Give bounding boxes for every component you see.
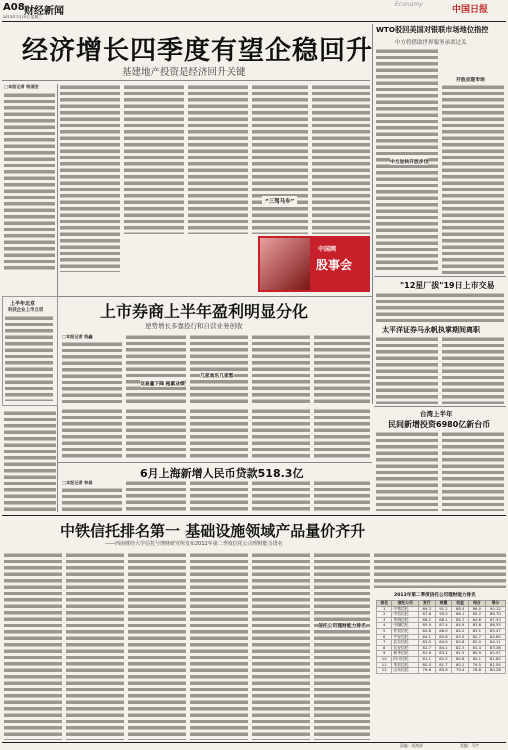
table-cell: 83.38 [485,645,505,651]
table-cell: 84.6 [469,617,486,623]
table-cell: 80.9 [469,651,486,657]
table-cell: 2 [377,612,392,618]
table-caption: 2012年第二季度信托公司理财能力排名 [394,593,476,598]
column-divider-left [57,84,58,324]
right-mid-headline: "12星厂拔"19日上市交易 [400,281,495,290]
table-cell: 82.8 [452,640,469,646]
table-cell: 86.2 [418,617,435,623]
securities-lower-2 [126,408,186,458]
briefs-body [5,315,53,401]
bottom-column-7 [374,552,506,588]
table-cell: 华润信托 [392,617,419,623]
table-cell: 88.4 [452,606,469,612]
securities-column-2 [126,334,186,404]
loans-column-2 [126,480,186,511]
date-line: 2013年7月10日 星期三 [3,15,42,19]
loans-column-5 [314,480,370,511]
briefs-title: 上半年北京 [10,301,36,307]
footer-editor: 责编：张海涛 [400,743,423,748]
table-cell: 平安信托 [392,634,419,640]
table-cell: 外贸信托 [392,628,419,634]
table-cell: 84.8 [418,628,435,634]
securities-subheadline: 逆势增长多靠投行和自营业务创收 [145,322,243,330]
table-cell: 中铁信托 [392,606,419,612]
table-header-cell: 得分 [485,601,505,607]
right-mid-body-2b [442,336,504,404]
bottom-column-4 [190,552,248,740]
bottom-column-5 [252,552,310,740]
ad-label: 中国网 [318,246,337,253]
table-cell: 83.2 [435,651,452,657]
loans-headline: 6月上海新增人民币贷款518.3亿 [140,467,304,480]
table-cell: 86.55 [485,623,505,629]
table-cell: 新华信托 [392,651,419,657]
table-header-cell: 排名 [377,601,392,607]
table-cell: 7 [377,640,392,646]
table-cell: 12 [377,668,392,674]
table-cell: 10 [377,656,392,662]
loans-column-3 [190,480,248,511]
lead-byline: □本报记者 杨国安 [4,84,39,89]
table-cell: 中融信托 [392,623,419,629]
table-cell: 89.3 [418,606,435,612]
taiwan-column-2 [442,431,504,511]
table-cell: 84.1 [435,645,452,651]
ranking-table [376,600,506,674]
table-cell: 85.9 [418,623,435,629]
table-cell: 84.2 [452,628,469,634]
table-cell: 79.5 [469,662,486,668]
table-header-cell: 发行 [418,601,435,607]
table-cell: 80.1 [469,656,486,662]
table-cell: 87.6 [418,612,435,618]
section-name: 财经新闻 [24,6,64,17]
table-cell: 84.9 [452,623,469,629]
table-cell: 1 [377,606,392,612]
bottom-headline: 中铁信托排名第一 基础设施领域产品量价齐升 [60,522,366,540]
securities-column-3 [190,334,248,404]
table-cell: 9 [377,651,392,657]
table-cell: 86.0 [469,606,486,612]
table-cell: 山东信托 [392,668,419,674]
column-divider-right [372,24,373,404]
securities-section-2: 几家欢乐几家愁 [200,374,234,379]
table-cell: 84.9 [435,640,452,646]
table-cell: 81.7 [435,662,452,668]
table-cell: 四川信托 [392,656,419,662]
lead-section-b: “三驾马车” [262,196,297,206]
wto-column-2 [442,84,504,274]
table-cell: 11 [377,662,392,668]
securities-lower-5 [314,408,370,458]
securities-byline: □本报记者 钱鑫 [62,334,93,339]
table-cell: 82.7 [418,645,435,651]
table-cell: 91.2 [435,606,452,612]
bottom-column-2 [66,552,124,740]
footer-design: 美编：马宇 [460,743,479,748]
table-cell: 85.7 [452,617,469,623]
page-code: A08 [3,2,25,13]
lead-headline: 经济增长四季度有望企稳回升 [22,36,374,66]
table-cell: 83.5 [418,640,435,646]
table-cell: 84.11 [485,640,505,646]
loans-rule [58,462,372,463]
ad-photo [260,238,310,290]
table-cell: 80.1 [452,662,469,668]
table-cell: 4 [377,623,392,629]
lead-column-1 [4,92,55,270]
securities-lower-3 [190,408,248,458]
ad-name: 股事会 [316,258,353,272]
table-cell: 83.1 [469,628,486,634]
left-mid-column-divider [57,406,58,512]
right-mid-rule [374,276,506,277]
securities-section: 交易量下降 拖累业绩 [140,382,185,387]
wto-section-a: 开放应现市场 [456,78,485,83]
securities-rule [58,296,372,297]
table-cell: 86.0 [435,628,452,634]
table-cell: 83.8 [469,623,486,629]
loans-column-1 [62,487,122,511]
bottom-subheadline: ——西南财经大学信托与理财研究所发布2012年第二季度信托公司理财能力排名 [105,541,283,547]
table-cell: 90.5 [435,612,452,618]
briefs-subtitle: 科技企业上市立项 [8,308,44,313]
table-cell: 85.47 [485,628,505,634]
bottom-column-3 [128,552,186,740]
lead-column-2 [60,84,120,272]
table-cell: 6 [377,634,392,640]
securities-column-4 [252,334,310,404]
taiwan-subheadline: 民间新增投资6980亿新台币 [388,420,491,429]
table-cell: 85.2 [469,612,486,618]
table-cell: 80.4 [418,662,435,668]
securities-column-1 [62,341,122,403]
table-cell: 78.8 [469,668,486,674]
table-cell: 北京信托 [392,640,419,646]
lead-column-3 [124,84,184,234]
table-cell: 80.8 [452,656,469,662]
lead-column-5 [252,84,308,234]
table-cell: 82.7 [469,634,486,640]
table-cell: 81.82 [485,656,505,662]
bottom-rule [2,515,506,516]
masthead-rule [2,21,506,22]
loans-column-4 [252,480,310,511]
bottom-column-1 [4,552,62,740]
table-cell: 81.1 [418,656,435,662]
table-cell: 81.4 [469,645,486,651]
lead-rule [2,80,370,81]
table-header-cell: 规模 [435,601,452,607]
table-cell: 90.12 [485,606,505,612]
table-cell: 8 [377,645,392,651]
table-cell: 85.6 [435,634,452,640]
securities-headline: 上市券商上半年盈利明显分化 [100,302,309,321]
table-cell: 88.70 [485,612,505,618]
footer-rule [2,742,506,743]
securities-lower-1 [62,408,122,458]
table-cell: 81.9 [418,651,435,657]
bottom-section: 信托公司理财能力排名 [318,624,366,629]
right-mid-body-1 [376,292,504,322]
table-cell: 81.5 [452,651,469,657]
wto-headline: WTO驳回美国对银联市场地位指控 [376,25,489,34]
table-cell: 华宸信托 [392,662,419,668]
table-cell: 82.5 [435,656,452,662]
table-cell: 82.0 [469,640,486,646]
table-cell: 中信信托 [392,612,419,618]
table-cell: 84.80 [485,634,505,640]
securities-lower-4 [252,408,310,458]
loans-byline: □本报记者 林昌 [62,480,93,485]
table-cell: 5 [377,628,392,634]
table-cell: 83.5 [452,634,469,640]
table-header-cell: 信托公司 [392,601,419,607]
table-cell: 79.4 [452,668,469,674]
lead-column-4 [188,84,248,234]
table-row [377,668,506,674]
table-cell: 82.3 [452,645,469,651]
brand-logo: 中国日报 [452,5,489,15]
table-cell: 87.33 [485,617,505,623]
lead-column-6 [312,84,370,234]
wto-subheadline: 中方将借助世界服务承诺过关 [395,40,467,46]
table-cell: 86.1 [452,612,469,618]
right-mid-rule-2 [374,406,506,407]
table-cell: 80.9 [435,668,452,674]
table-cell: 81.05 [485,662,505,668]
lead-subheadline: 基建地产投资是经济回升关键 [122,67,246,78]
table-header-cell: 综合 [469,601,486,607]
table-cell: 长安信托 [392,645,419,651]
taiwan-headline: 台湾上半年 [420,410,453,418]
table-cell: 84.1 [418,634,435,640]
table-cell: 88.1 [435,617,452,623]
bottom-column-6 [314,552,370,740]
section-en: Economy [395,1,423,8]
left-mid-column [4,410,56,512]
table-cell: 82.57 [485,651,505,657]
securities-column-5 [314,334,370,404]
table-cell: 79.6 [418,668,435,674]
right-mid-headline-2: 太平洋证券马永帆执掌期间离职 [382,326,480,334]
right-mid-body-2a [376,336,438,404]
taiwan-column-1 [376,431,438,511]
table-cell: 3 [377,617,392,623]
table-cell: 87.4 [435,623,452,629]
wto-section-b: 中方加快开放步伐 [390,160,429,165]
table-cell: 80.28 [485,668,505,674]
table-header-cell: 收益 [452,601,469,607]
table-body [377,606,506,673]
